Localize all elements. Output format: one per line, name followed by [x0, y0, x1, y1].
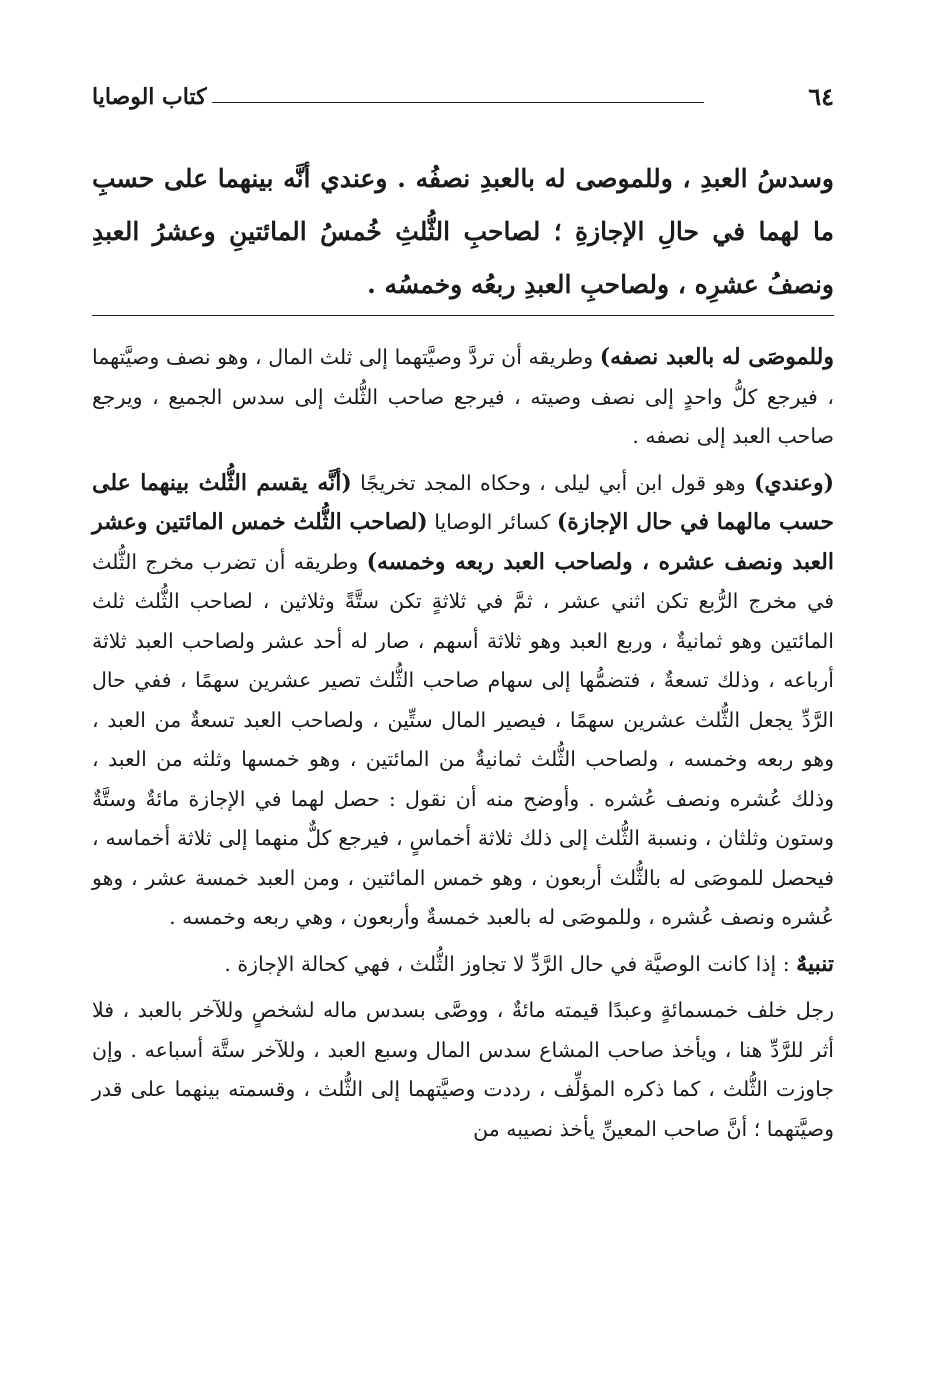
commentary-paragraph-3 [92, 945, 834, 985]
commentary-paragraph-4 [92, 991, 834, 1149]
commentary-text: وهو قول ابن أبي ليلى ، وحكاه المجد تخريجًا [351, 470, 755, 495]
note-label: تنبيهٌ [796, 950, 834, 977]
commentary-text: : إذا كانت الوصيَّة في حال الرَّدِّ لا تجاوز الثُّلث ، فهي كحالة الإجازة . [224, 951, 797, 976]
main-text: وسدسُ العبدِ ، وللموصى له بالعبدِ نصفُه . وعندي أنَّه بينهما على حسبِ ما لهما في حالِ الإجازةِ ؛ لصاحبِ الثُّلثِ خُمسُ المائتينِ وعشرُ العبدِ ونصفُ عشرِه ، ولصاحبِ العبدِ ربعُه وخمسُه . [92, 164, 834, 299]
bold-quote: (وعندي) [754, 469, 835, 496]
header-rule [212, 102, 704, 103]
commentary-text: وطريقه أن تردَّ وصيَّتهما إلى ثلث المال ، وهو نصف وصيَّتهما ، فيرجع كلُّ واحدٍ إلى نصف وصيته ، فيرجع صاحب الثُّلث إلى سدس الجميع ، ويرجع صاحب العبد إلى نصفه . [92, 345, 834, 448]
page-header [92, 78, 834, 118]
commentary-text: كسائر الوصايا [427, 510, 557, 534]
commentary-paragraph-2 [92, 464, 834, 938]
bold-quote: (أنَّه يقسم الثُّلث بينهما على حسب مالهما في حال الإجازة) [92, 469, 835, 535]
commentary-text: رجل خلف خمسمائةٍ وعبدًا قيمته مائةٌ ، ووصَّى بسدس ماله لشخصٍ وللآخر بالعبد ، فلا أثر للرَّدِّ هنا ، ويأخذ صاحب المشاع سدس المال وسبع العبد ، وللآخر ستَّة أسباعه . وإن جاوزت الثُّلث ، كما ذكره المؤلِّف ، رددت وصيَّتهما إلى الثُّلث ، وقسمته بينهما على قدر وصيَّتهما ؛ أنَّ صاحب المعينِّ يأخذ نصيبه من [92, 998, 834, 1141]
bold-quote: (لصاحب الثُّلث خمس المائتين وعشر العبد ونصف عشره ، ولصاحب العبد ربعه وخمسه) [92, 509, 834, 575]
bold-quote: وللموصَى له بالعبد نصفه) [599, 344, 834, 370]
commentary-paragraph-1 [92, 338, 834, 457]
book-page [92, 78, 834, 1156]
commentary [92, 338, 834, 1149]
commentary-text: وطريقه أن تضرب مخرج الثُّلث في مخرج الرُّبع تكن اثني عشر ، ثمَّ في ثلاثةٍ تكن ستَّةً وثلاثين ، لصاحب الثُّلث ثلث المائتين وهو ثمانيةٌ ، وربع العبد وهو ثلاثة أسهم ، صار له أحد عشر ولصاحب العبد ثلاثة أرباعه ، وذلك تسعةٌ ، فتضمُّها إلى سهام صاحب الثُّلث تصير عشرين سهمًا ، ففي حال الرَّدِّ يجعل الثُّلث عشرين سهمًا ، فيصير المال ستِّين ، ولصاحب العبد تسعةٌ من العبد ، وهو ربعه وخمسه ، ولصاحب الثُّلث ثمانيةٌ من المائتين ، وهو خمسها وثلثه من العبد ، وذلك عُشره ونصف عُشره . وأوضح منه أن نقول : حصل لهما في الإجازة مائةٌ وستَّةٌ وستون وثلثان ، ونسبة الثُّلث إلى ذلك ثلاثة أخماسٍ ، فيرجع كلٌّ منهما إلى ثلاثة أخماسه ، فيحصل للموصَى له بالثُّلث أربعون ، وهو خمس المائتين ، ومن العبد خمسة عشر ، وهو عُشره ونصف عُشره ، وللموصَى له بالعبد خمسةٌ وأربعون ، وهي ربعه وخمسه . [92, 549, 834, 929]
page-number: ٦٤ [808, 82, 834, 111]
book-title: كتاب الوصايا [92, 84, 207, 110]
separator-rule [92, 315, 834, 316]
